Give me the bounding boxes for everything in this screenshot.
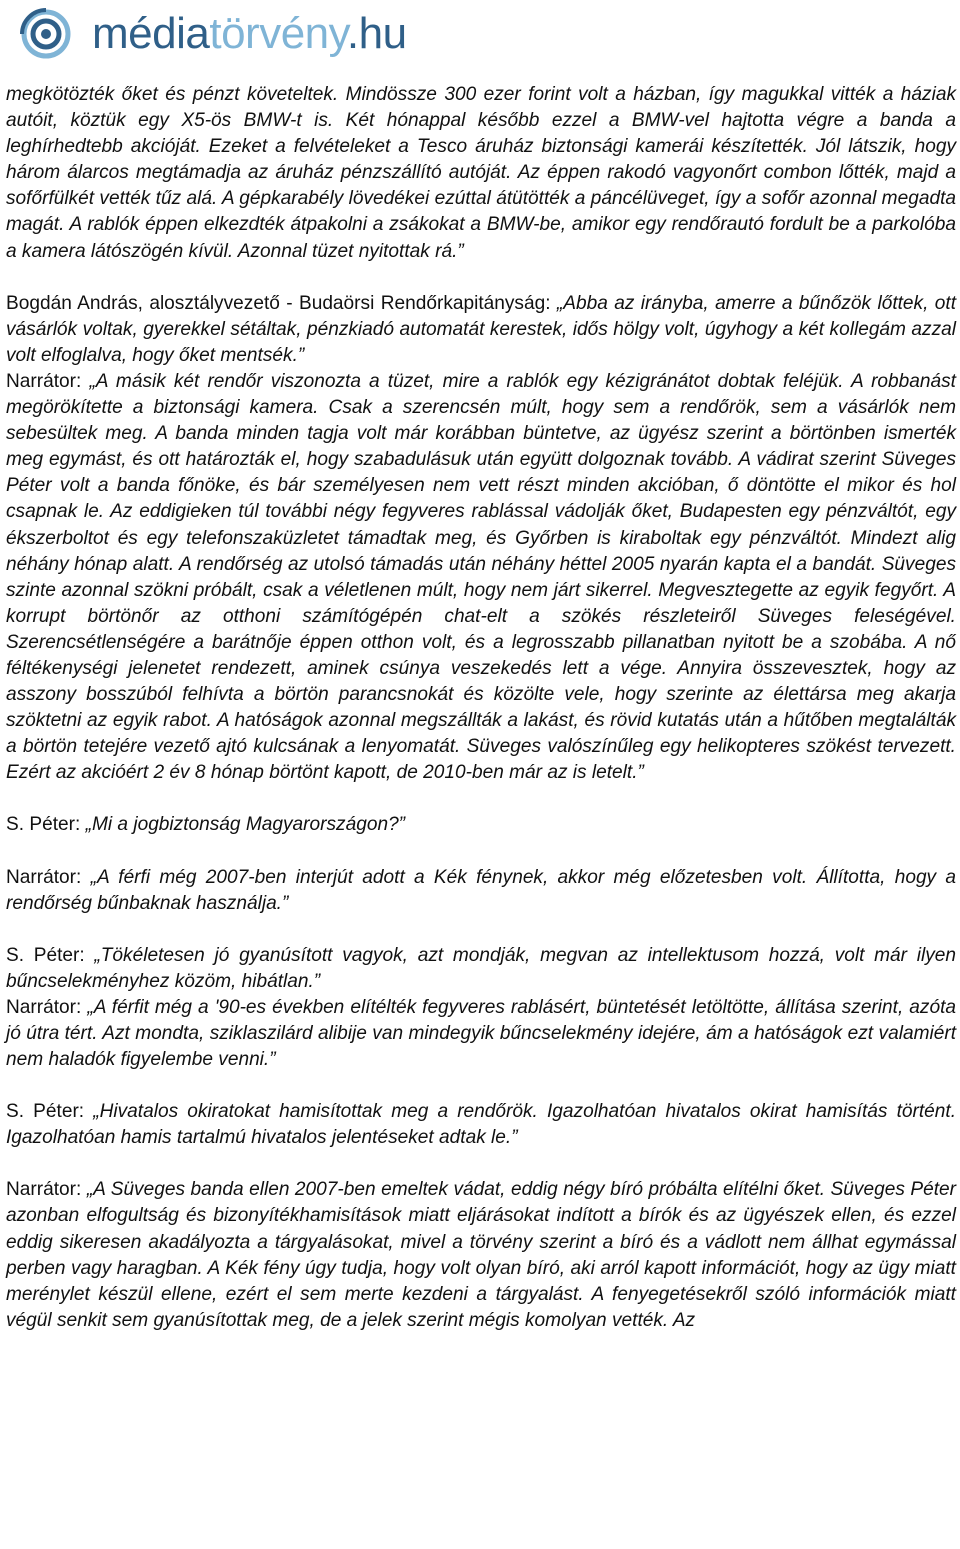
speaker-label: S. Péter: — [6, 1101, 94, 1123]
site-logo[interactable] — [4, 2, 407, 62]
logo-emblem-icon — [4, 2, 88, 62]
speaker-label: S. Péter: — [6, 944, 95, 966]
quote-text: „A másik két rendőr viszonozta a tüzet, mire a rablók egy kézigránátot dobtak feléjük. A robbanást megörökítette a biztonsági kamera. Csak a szerencsén múlt, hogy sem a rendőrök, sem a vásárlók nem sebesültek meg. A banda minden tagja volt már korábban büntetve, az ügyész szerint a börtönben ismerték meg egymást, és ott határozták el, hogy szabadulásuk után együtt dolgoznak tovább. A vádirat szerint Süveges Péter volt a banda főnöke, és bár személyesen nem vett részt minden akcióban, ő döntötte el mikor és hol csapnak le. Az eddigieken túl további négy fegyveres rablással vádolják őket, Budapesten egy pénzváltót, egy ékszerboltot és egy telefonszaküzletet támadtak meg, és Győrben is kiraboltak egy pénzváltót. Mindezt alig néhány hónap alatt. A rendőrség az utolsó támadás után néhány héttel 2005 nyarán kapta el a bandát. Süveges szinte azonnal szökni próbált, csak a véletlenen múlt, hogy nem járt sikerrel. Megvesztegette az egyik fegyőrt. A korrupt börtönőr az otthoni számítógépén chat-elt a szökés részleteiről Süveges feleségével. Szerencsétlenségére a barátnője éppen otthon volt, és a legrosszabb pillanatban nyitott be a szobába. A nő féltékenységi jelenetet rendezett, aminek csúnya veszekedés lett a vége. Annyira összevesztek, hogy az asszony bosszúból felhívta a börtön parancsnokát és közölte vele, hogy szerinte az élettársa meg akarja szöktetni az egyik rabot. A hatóságok azonnal megszállták a lakást, és rövid kutatás után a hűtőben megtalálták a börtön tetejére vezető ajtó kulcsának a lenyomatát. Süveges valószínűleg egy helikopteres szökést tervezett. Ezért az akcióért 2 év 8 hónap börtönt kapott, de 2010-ben már az is letelt.” — [6, 370, 956, 784]
article-paragraph — [6, 812, 956, 838]
logo-part-torveny: törvény — [209, 9, 347, 58]
speaker-label: Bogdán András, alosztályvezető - Budaörsi Rendőrkapitányság: — [6, 292, 557, 314]
article-body — [6, 82, 956, 1334]
article-paragraph — [6, 865, 956, 917]
quote-text: „Abba az irányba, amerre a bűnőzök lőttek, ott vásárlók voltak, gyerekkel sétáltak, pénzkiadó automatát kerestek, idős hölgy volt, úgyhogy a két kollegám azzal volt elfoglalva, hogy őket mentsék.” — [6, 292, 957, 366]
quote-text: megkötözték őket és pénzt követeltek. Mindössze 300 ezer forint volt a házban, így magukkal vitték a háziak autóit, köztük egy X5-ös BMW-t is. Két hónappal később ezzel a BMW-vel hajtotta végre a banda a leghírhedtebb akcióját. Ezeket a felvételeket a Tesco áruház biztonsági kamerái készítették. Jól látszik, hogy három álarcos megtámadja az áruház pénzszállító autóját. Az éppen rakodó vagyonőrt combon lőtték, majd a sofőrfülkét vették tűz alá. A gépkarabély lövedékei ezúttal átütötték a páncélüveget, így a sofőr azonnal megadta magát. A rablók éppen elkezdték átpakolni a zsákokat a BMW-be, amikor egy rendőrautó fordult be a parkolóba a kamera látószögén kívül. Azonnal tüzet nyitottak rá.” — [6, 84, 956, 262]
quote-text: „A férfi még 2007-ben interjút adott a Kék fénynek, akkor még előzetesben volt. Állította, hogy a rendőrség bűnbaknak használja.” — [6, 866, 956, 914]
quote-text: „Hivatalos okiratokat hamisítottak meg a rendőrök. Igazolhatóan hivatalos okirat hamisítás történt. Igazolhatóan hamis tartalmú hivatalos jelentéseket adtak le.” — [6, 1101, 957, 1149]
speaker-label: Narrátor: — [6, 370, 90, 392]
speaker-label: S. Péter: — [6, 814, 86, 836]
article-paragraph — [6, 995, 956, 1073]
article-paragraph — [6, 82, 956, 265]
quote-text: „A férfit még a '90-es években elítélték fegyveres rablásért, büntetését letöltötte, állítása szerint, azóta jó útra tért. Azt mondta, sziklaszilárd alibije van mindegyik bűncselekmény idejére, ám a hatóságok ezt valamiért nem haladók figyelembe venni.” — [6, 996, 956, 1071]
logo-wordmark — [92, 10, 407, 58]
speaker-label: Narrátor: — [6, 996, 88, 1018]
logo-part-hu: .hu — [346, 9, 407, 58]
speaker-label: Narrátor: — [6, 866, 91, 888]
article-paragraph — [6, 369, 956, 787]
quote-text: „A Süveges banda ellen 2007-ben emeltek vádat, eddig négy bíró próbálta elítélni őket. Süveges Péter azonban elfogultság és bizonyítékhamisítások miatt eljárásokat indított a bírók és az ügyészek ellen, és ezzel eddig sikeresen akadályozta a tárgyalásokat, mivel a törvény szerint a bíró és a vádlott nem állhat egymással perben vagy haragban. A Kék fény úgy tudja, hogy volt olyan bíró, aki arról kapott információt, hogy az ügy miatt merénylet készül ellene, ezért el sem merte kezdeni a tárgyalást. A fenyegetésekről szóló információk miatt végül senkit sem gyanúsítottak meg, de a jelek szerint mégis komolyan vették. Az — [6, 1179, 956, 1331]
speaker-label: Narrátor: — [6, 1179, 87, 1201]
quote-text: „Tökéletesen jó gyanúsított vagyok, azt mondják, megvan az intellektusom hozzá, volt már ilyen bűncselekményhez közöm, hibátlan.” — [6, 944, 956, 992]
quote-text: „Mi a jogbiztonság Magyarországon?” — [85, 814, 406, 836]
site-header — [0, 0, 960, 70]
logo-part-media: média — [92, 9, 210, 58]
article-paragraph — [6, 291, 956, 369]
article-paragraph — [6, 1177, 956, 1334]
article-paragraph — [6, 943, 956, 995]
article-paragraph — [6, 1099, 956, 1151]
